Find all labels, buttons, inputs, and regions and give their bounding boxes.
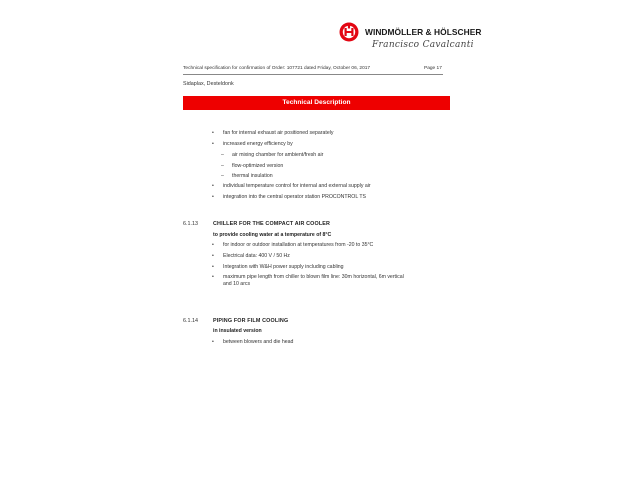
brand-name: WINDMÖLLER & HÖLSCHER	[365, 27, 482, 37]
wh-logo-icon	[339, 22, 359, 42]
bullet-icon: •	[212, 264, 214, 270]
bullet-icon: •	[212, 194, 214, 200]
section-subtitle: in insulated version	[213, 328, 262, 334]
section-subtitle: to provide cooling water at a temperature of 8°C	[213, 232, 332, 238]
section-title: PIPING FOR FILM COOLING	[213, 318, 289, 324]
section-banner: Technical Description	[183, 96, 450, 110]
list-item: fan for internal exhaust air positioned separately	[223, 130, 334, 136]
list-item: individual temperature control for internal and external supply air	[223, 183, 371, 189]
dash-icon: –	[221, 163, 224, 169]
bullet-icon: •	[212, 339, 214, 345]
list-item: integration into the central operator station PROCONTROL TS	[223, 194, 367, 200]
bullet-icon: •	[212, 242, 214, 248]
list-item: increased energy efficiency by	[223, 141, 293, 147]
list-item: for indoor or outdoor installation at temperatures from -20 to 35°C	[223, 242, 374, 248]
header-divider	[183, 74, 443, 75]
spec-line: Technical specification for confirmation of Order: 107721 dated Friday, October 06, 2017	[183, 66, 371, 71]
bullet-icon: •	[212, 274, 214, 280]
signature: Francisco Cavalcanti	[372, 40, 474, 50]
list-item: maximum pipe length from chiller to blown film line: 30m horizontal, 6m vertical and 10 arcs	[223, 274, 404, 287]
bullet-icon: •	[212, 183, 214, 189]
section-title: CHILLER FOR THE COMPACT AIR COOLER	[213, 221, 331, 227]
sub-list-item: air mixing chamber for ambient/fresh air	[232, 152, 324, 158]
page-number: Page 17	[424, 66, 442, 71]
section-number: 6.1.14	[183, 318, 198, 324]
customer-name: Sidaplax, Desteldonk	[183, 81, 234, 87]
sub-list-item: flow-optimized version	[232, 163, 284, 169]
dash-icon: –	[221, 173, 224, 179]
sub-list-item: thermal insulation	[232, 173, 273, 179]
dash-icon: –	[221, 152, 224, 158]
bullet-icon: •	[212, 141, 214, 147]
list-item: between blowers and die head	[223, 339, 294, 345]
bullet-icon: •	[212, 253, 214, 259]
list-item: Electrical data: 400 V / 50 Hz	[223, 253, 290, 259]
bullet-icon: •	[212, 130, 214, 136]
list-item: Integration with W&H power supply including cabling	[223, 264, 344, 270]
section-number: 6.1.13	[183, 221, 198, 227]
